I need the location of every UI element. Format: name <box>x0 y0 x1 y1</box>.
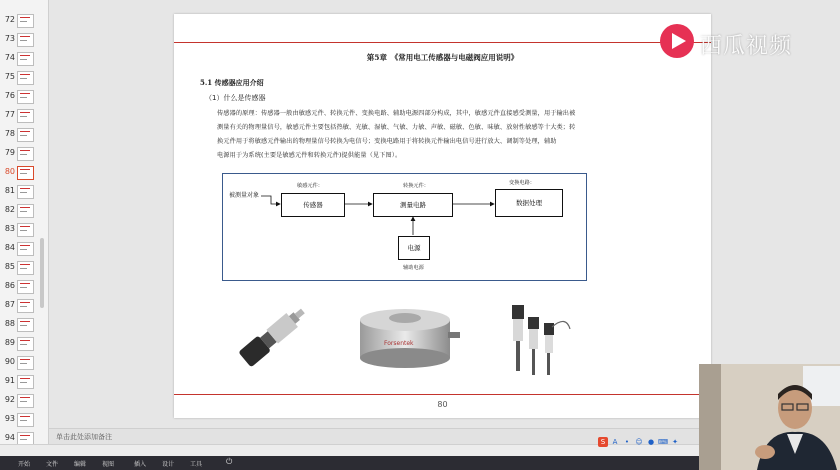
slide-thumbnail-number: 73 <box>4 34 15 43</box>
mic-icon[interactable]: ● <box>647 438 655 446</box>
page-number: 80 <box>437 400 448 409</box>
slide-thumbnail-preview <box>17 280 34 294</box>
measure-circuit-box: 测量电路 <box>373 193 453 217</box>
slide-thumbnail[interactable] <box>0 278 44 296</box>
lang-icon[interactable]: A <box>612 438 618 446</box>
slide-thumbnail[interactable] <box>0 69 44 87</box>
slide-thumbnail-number: 90 <box>4 357 15 366</box>
taskbar-item[interactable]: 开始 <box>18 461 31 468</box>
slide-thumbnail-preview <box>17 204 34 218</box>
thumbnail-scrollbar[interactable] <box>40 238 44 308</box>
slide-thumbnail-number: 77 <box>4 110 15 119</box>
slide-thumbnail-preview <box>17 337 34 351</box>
slide-thumbnail-preview <box>17 14 34 28</box>
slide-thumbnail[interactable] <box>0 183 44 201</box>
sensor-box: 传感器 <box>281 193 345 217</box>
slide-thumbnail-number: 82 <box>4 205 15 214</box>
footer-rule <box>174 394 711 395</box>
slide-thumbnail-number: 81 <box>4 186 15 195</box>
slide-thumbnail-preview <box>17 356 34 370</box>
slide-thumbnail-number: 93 <box>4 414 15 423</box>
transform-circuit-label: 变换电路： <box>509 180 535 186</box>
slide-thumbnail[interactable] <box>0 12 44 30</box>
taskbar-item[interactable]: 文件 <box>46 461 59 468</box>
slide-thumbnail[interactable] <box>0 164 44 182</box>
input-label: 被测量对象 <box>229 192 260 199</box>
slide-thumbnail-number: 80 <box>4 167 15 176</box>
paragraph-line: 测量有关的物理量信号，敏感元件主要包括热敏、光敏、湿敏、气敏、力敏、声敏、磁敏、色敏、味敏、放射性敏感等十大类；转 <box>217 124 576 131</box>
slide-thumbnail-preview <box>17 375 34 389</box>
sensor-block-diagram <box>222 173 587 281</box>
slide-thumbnail-number: 78 <box>4 129 15 138</box>
video-watermark <box>660 24 820 60</box>
ime-toolbar[interactable] <box>598 437 690 449</box>
slide-thumbnail[interactable] <box>0 297 44 315</box>
section-title: 5.1 传感器应用介绍 <box>200 78 264 87</box>
slide-thumbnail[interactable] <box>0 88 44 106</box>
diagram-arrows <box>223 174 586 280</box>
slide-thumbnail-preview <box>17 185 34 199</box>
skin-icon[interactable]: ✦ <box>672 438 678 446</box>
slide-thumbnail[interactable] <box>0 240 44 258</box>
taskbar-item[interactable]: 设计 <box>162 461 175 468</box>
notes-placeholder: 单击此处添加备注 <box>56 433 112 441</box>
conversion-element-label: 转换元件： <box>403 183 429 189</box>
load-cell-photo <box>354 302 462 372</box>
slide-thumbnail-preview <box>17 33 34 47</box>
slide-thumbnail-preview <box>17 223 34 237</box>
slide-thumbnail-number: 92 <box>4 395 15 404</box>
power-caption: 辅助电源 <box>403 265 424 271</box>
slide-thumbnail[interactable] <box>0 259 44 277</box>
taskbar-item[interactable]: 工具 <box>190 461 203 468</box>
slide-thumbnail-number: 94 <box>4 433 15 442</box>
slide-thumbnail-preview <box>17 109 34 123</box>
slide-thumbnail[interactable] <box>0 202 44 220</box>
taskbar-item[interactable]: 插入 <box>134 461 147 468</box>
current-slide[interactable] <box>174 14 711 418</box>
slide-thumbnail-preview <box>17 413 34 427</box>
webcam-overlay <box>699 364 840 470</box>
slide-thumbnail-number: 74 <box>4 53 15 62</box>
taskbar-item[interactable]: 视图 <box>102 461 115 468</box>
paragraph-line: 传感器的原理：传感器一般由敏感元件、转换元件、变换电路、辅助电源四部分构成，其中，敏感元件直接感受测量，用于输出被 <box>217 110 576 117</box>
slide-thumbnail-number: 76 <box>4 91 15 100</box>
slide-thumbnail-preview <box>17 166 34 180</box>
slide-thumbnail[interactable] <box>0 31 44 49</box>
slide-thumbnail-preview <box>17 299 34 313</box>
slide-thumbnail[interactable] <box>0 316 44 334</box>
slide-thumbnail-number: 72 <box>4 15 15 24</box>
slide-thumbnail-number: 88 <box>4 319 15 328</box>
sensor-transmitters-photo <box>500 299 578 379</box>
presenter-video <box>699 364 840 470</box>
slide-thumbnail-number: 86 <box>4 281 15 290</box>
paragraph-line: 换元件用于将敏感元件输出的物理量信号转换为电信号；变换电路用于将转换元件输出电信号进行放大、调制等处理，辅助 <box>217 138 557 145</box>
slide-thumbnail-number: 79 <box>4 148 15 157</box>
slide-thumbnail[interactable] <box>0 107 44 125</box>
slide-thumbnail-preview <box>17 261 34 275</box>
slide-thumbnail-preview <box>17 318 34 332</box>
slide-thumbnail-number: 91 <box>4 376 15 385</box>
watermark-logo-icon <box>660 24 694 58</box>
watermark-text: 西瓜视频 <box>700 34 793 59</box>
emoji-icon[interactable]: ☺ <box>635 438 643 446</box>
slide-thumbnail-preview <box>17 128 34 142</box>
chapter-title: 第5章 《常用电工传感器与电磁阀应用说明》 <box>366 53 519 62</box>
taskbar-item[interactable]: 编辑 <box>74 461 87 468</box>
slide-thumbnail-preview <box>17 147 34 161</box>
punctuation-icon[interactable]: • <box>624 438 630 446</box>
slide-thumbnail-number: 83 <box>4 224 15 233</box>
slide-thumbnail[interactable] <box>0 392 44 410</box>
slide-thumbnail-preview <box>17 52 34 66</box>
slide-thumbnail-panel[interactable] <box>0 0 49 456</box>
slide-thumbnail-number: 87 <box>4 300 15 309</box>
sogou-ime-icon[interactable]: S <box>598 437 608 447</box>
power-box: 电源 <box>398 236 430 260</box>
slide-thumbnail[interactable] <box>0 354 44 372</box>
slide-thumbnail-number: 89 <box>4 338 15 347</box>
slide-thumbnail-number: 75 <box>4 72 15 81</box>
data-processing-box: 数据处理 <box>495 189 563 217</box>
slide-thumbnail[interactable] <box>0 50 44 68</box>
slide-thumbnail-preview <box>17 90 34 104</box>
slide-thumbnail[interactable] <box>0 411 44 429</box>
slide-thumbnail[interactable] <box>0 373 44 391</box>
slide-thumbnail-number: 85 <box>4 262 15 271</box>
slide-thumbnail-number: 84 <box>4 243 15 252</box>
slide-thumbnail-preview <box>17 242 34 256</box>
power-icon[interactable]: ⏻ <box>226 457 233 466</box>
slide-thumbnail[interactable] <box>0 145 44 163</box>
subsection-title: （1）什么是传感器 <box>205 94 266 102</box>
paragraph-line: 电源用于为系统(主要是敏感元件和转换元件)提供能量（见下图）。 <box>217 152 402 159</box>
header-rule <box>174 42 711 43</box>
sensing-element-label: 敏感元件： <box>297 183 323 189</box>
keyboard-icon[interactable]: ⌨ <box>658 438 669 446</box>
slide-thumbnail[interactable] <box>0 335 44 353</box>
slide-thumbnail-preview <box>17 394 34 408</box>
slide-thumbnail-preview <box>17 71 34 85</box>
pressure-sensor-photo <box>232 302 314 370</box>
slide-thumbnail[interactable] <box>0 221 44 239</box>
load-cell-brand: Forsentek <box>384 340 414 347</box>
slide-thumbnail[interactable] <box>0 126 44 144</box>
